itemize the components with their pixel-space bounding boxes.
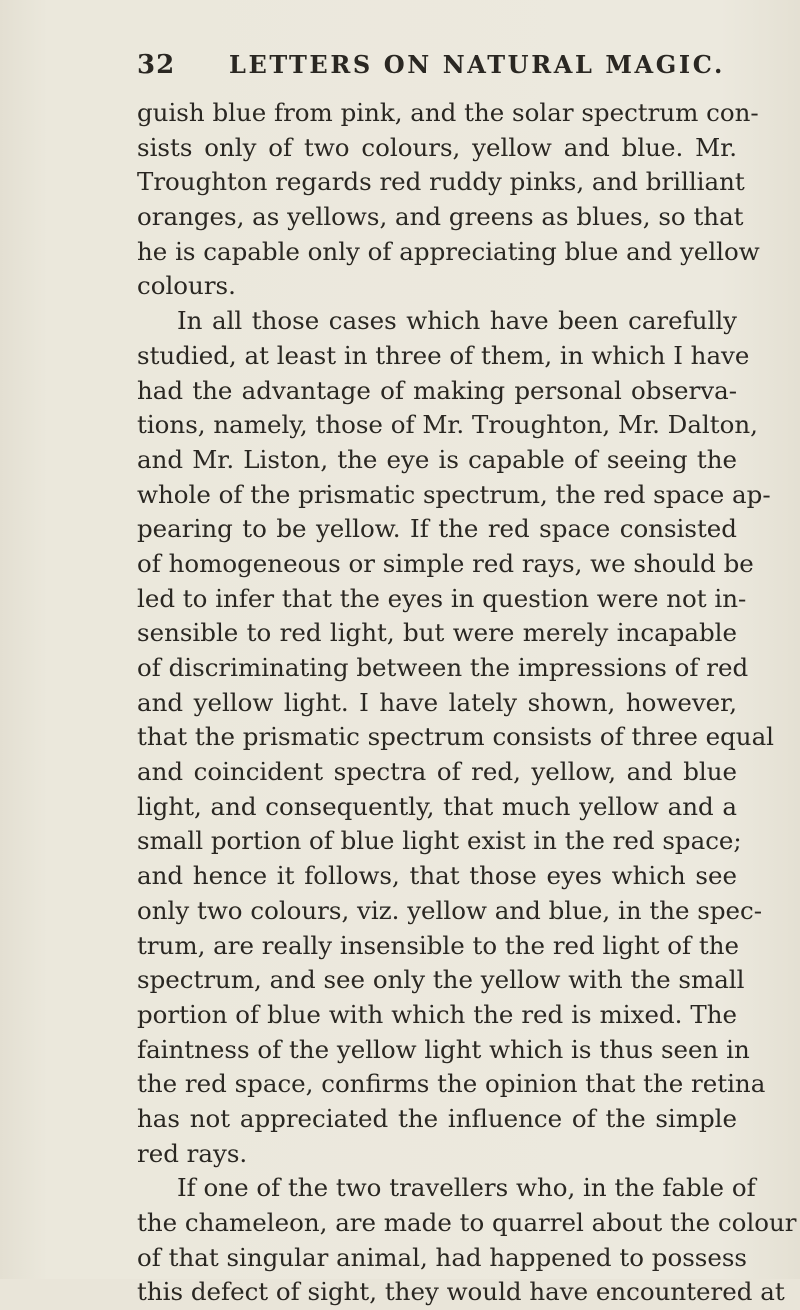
text-line: he is capable only of appreciating blue and yellow [137,236,760,266]
text-line: Troughton regards red ruddy pinks, and brilliant [137,167,745,197]
text-line: If one of the two travellers who, in the fable of [177,1173,756,1203]
text-line: and hence it follows, that those eyes which see [137,861,737,891]
text-line: oranges, as yellows, and greens as blues, so that [137,202,744,232]
body-text [137,96,797,1310]
text-line: light, and consequently, that much yellow and a [137,791,737,821]
page-header [137,50,737,86]
text-line: pearing to be yellow. If the red space consisted [137,514,737,544]
text-line: had the advantage of making personal observa- [137,375,737,405]
text-line: only two colours, viz. yellow and blue, in the spec- [137,895,763,925]
text-line: faintness of the yellow light which is thus seen in [137,1034,750,1064]
text-line: the red space, confirms the opinion that the retina [137,1069,766,1099]
text-line: has not appreciated the influence of the simple [137,1103,737,1133]
text-line: of discriminating between the impressions of red [137,653,749,682]
text-line: of that singular animal, had happened to possess [137,1242,747,1272]
text-line: the chameleon, are made to quarrel about the colour [137,1208,797,1237]
page-number: 32 [137,50,176,80]
text-line: that the prismatic spectrum consists of three equal [137,722,775,752]
text-line: red rays. [137,1138,248,1168]
text-line: and yellow light. I have lately shown, however, [137,687,737,717]
text-line: guish blue from pink, and the solar spectrum con- [137,98,759,127]
text-line: trum, are really insensible to the red light of the [137,930,740,960]
text-line: whole of the prismatic spectrum, the red space ap- [137,479,771,509]
text-line: spectrum, and see only the yellow with the small [137,965,745,995]
text-line: sensible to red light, but were merely incapable [137,618,737,648]
text-line: this defect of sight, they would have encountered at [137,1277,785,1307]
text-line: and Mr. Liston, the eye is capable of seeing the [137,444,737,474]
text-line: tions, namely, those of Mr. Troughton, Mr. Dalton, [137,410,758,440]
text-line: colours. [137,271,236,301]
text-line: portion of blue with which the red is mixed. The [137,999,737,1029]
text-line: and coincident spectra of red, yellow, and blue [137,757,737,787]
text-line: studied, at least in three of them, in which I have [137,340,750,370]
text-line: small portion of blue light exist in the red space; [137,826,742,856]
text-line: of homogeneous or simple red rays, we should be [137,548,754,578]
text-line: sists only of two colours, yellow and blue. Mr. [137,132,737,162]
text-line: led to infer that the eyes in question were not in- [137,583,747,613]
running-head: LETTERS ON NATURAL MAGIC. [229,50,725,79]
text-line: In all those cases which have been carefully [177,306,737,336]
